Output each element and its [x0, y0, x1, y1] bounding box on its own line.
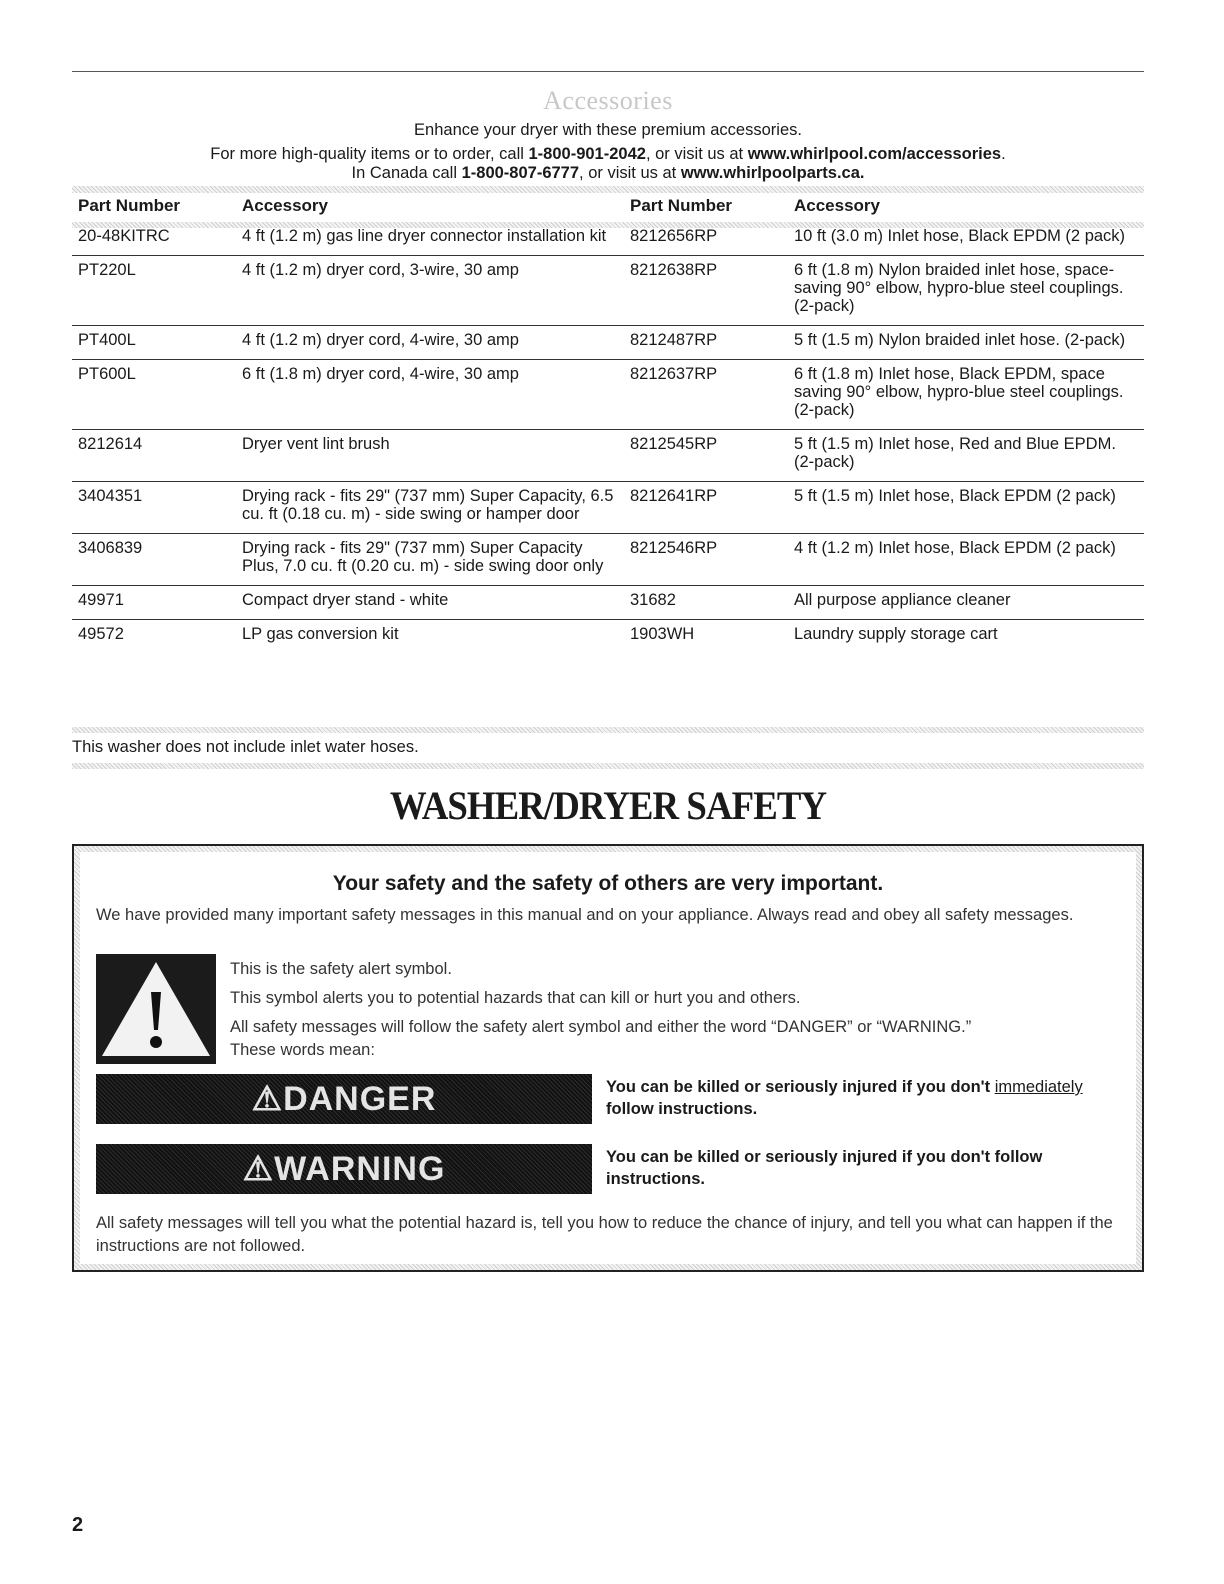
safety-section-title: WASHER/DRYER SAFETY — [389, 783, 827, 828]
accessory-cell: Drying rack - fits 29" (737 mm) Super Capacity Plus, 7.0 cu. ft (0.20 cu. m) - side swing door only — [242, 539, 604, 575]
accessory-cell: 4 ft (1.2 m) Inlet hose, Black EPDM (2 pack) — [794, 539, 1116, 557]
order-text-mid: , or visit us at — [645, 145, 748, 163]
top-rule — [72, 71, 1144, 72]
part-number-cell: 8212637RP — [630, 365, 718, 383]
safety-info-box — [72, 844, 1144, 1272]
accessories-table — [72, 194, 1144, 653]
part-number-cell: PT600L — [78, 365, 136, 383]
us-website: www.whirlpool.com/accessories — [747, 145, 1002, 163]
part-number-cell: 8212641RP — [630, 487, 718, 505]
accessory-cell: Dryer vent lint brush — [242, 435, 390, 453]
table-row — [72, 620, 1144, 654]
part-number-cell: 31682 — [630, 591, 676, 609]
table-row — [72, 326, 1144, 360]
part-number-cell: 8212546RP — [630, 539, 718, 557]
canada-text-mid: , or visit us at — [579, 164, 681, 182]
accessory-cell: 5 ft (1.5 m) Inlet hose, Red and Blue EPDM. (2-pack) — [794, 435, 1116, 471]
accessory-cell: 6 ft (1.8 m) Inlet hose, Black EPDM, space saving 90° elbow, hypro-blue steel couplings. (2-pack) — [794, 365, 1124, 419]
table-row — [72, 430, 1144, 482]
part-number-cell: 8212638RP — [630, 261, 718, 279]
accessory-cell: 4 ft (1.2 m) gas line dryer connector installation kit — [242, 227, 607, 245]
accessory-cell: LP gas conversion kit — [242, 625, 399, 643]
danger-description — [606, 1076, 1126, 1120]
part-number-cell: 8212614 — [78, 435, 143, 453]
safety-box-inner — [80, 852, 1136, 1264]
danger-desc-end: follow instructions. — [606, 1100, 758, 1118]
table-header-row — [72, 194, 1144, 222]
table-top-band — [72, 186, 1144, 193]
accessories-title: Accessories — [543, 86, 673, 115]
part-number-cell: 8212545RP — [630, 435, 718, 453]
part-number-cell: 8212656RP — [630, 227, 718, 245]
accessory-cell: 6 ft (1.8 m) Nylon braided inlet hose, space-saving 90° elbow, hypro-blue steel couplings. (2-pack) — [794, 261, 1124, 315]
table-row — [72, 360, 1144, 430]
safety-footer: All safety messages will tell you what the potential hazard is, tell you how to reduce the chance of injury, and tell you what can happen if the instructions are not followed. — [96, 1214, 1113, 1255]
warning-signal-banner — [96, 1144, 592, 1194]
warning-word: WARNING — [274, 1150, 446, 1188]
danger-desc-emphasis: immediately — [994, 1078, 1083, 1096]
part-number-cell: 20-48KITRC — [78, 227, 170, 245]
accessory-cell: Laundry supply storage cart — [794, 625, 998, 643]
warning-label — [96, 1144, 592, 1194]
table-row — [72, 256, 1144, 326]
accessories-intro: Enhance your dryer with these premium accessories. — [414, 121, 802, 139]
safety-intro: We have provided many important safety messages in this manual and on your appliance. Always read and obey all safety messages. — [96, 906, 1074, 924]
danger-desc-text: You can be killed or seriously injured if you don't — [606, 1078, 995, 1096]
table-row — [72, 482, 1144, 534]
canada-text: In Canada call — [351, 164, 462, 182]
col-header-part-number-2: Part Number — [630, 196, 733, 215]
accessory-cell: 5 ft (1.5 m) Inlet hose, Black EPDM (2 pack) — [794, 487, 1116, 505]
alert-symbol-line-1: This is the safety alert symbol. — [230, 960, 452, 978]
part-number-cell: 49971 — [78, 591, 124, 609]
accessory-cell: 4 ft (1.2 m) dryer cord, 3-wire, 30 amp — [242, 261, 519, 279]
part-number-cell: 1903WH — [630, 625, 695, 643]
canada-phone: 1-800-807-6777 — [461, 164, 580, 182]
accessory-cell: 10 ft (3.0 m) Inlet hose, Black EPDM (2 pack) — [794, 227, 1126, 245]
accessory-cell: Compact dryer stand - white — [242, 591, 449, 609]
accessory-cell: 5 ft (1.5 m) Nylon braided inlet hose. (2-pack) — [794, 331, 1126, 349]
part-number-cell: 49572 — [78, 625, 124, 643]
part-number-cell: 8212487RP — [630, 331, 718, 349]
safety-alert-icon — [96, 954, 216, 1064]
hoses-note: This washer does not include inlet water hoses. — [72, 738, 419, 756]
warning-triangle-icon: ⚠ — [242, 1150, 275, 1188]
danger-label — [96, 1074, 592, 1124]
accessory-cell: 6 ft (1.8 m) dryer cord, 4-wire, 30 amp — [242, 365, 519, 383]
accessory-cell: Drying rack - fits 29" (737 mm) Super Capacity, 6.5 cu. ft (0.18 cu. m) - side swing or hamper door — [242, 487, 614, 523]
col-header-accessory-2: Accessory — [794, 196, 881, 215]
part-number-cell: PT220L — [78, 261, 136, 279]
warning-description: You can be killed or seriously injured if you don't follow instructions. — [606, 1148, 1043, 1188]
part-number-cell: 3404351 — [78, 487, 143, 505]
danger-word: DANGER — [283, 1080, 437, 1118]
alert-symbol-line-4: These words mean: — [230, 1041, 375, 1059]
table-row — [72, 586, 1144, 620]
canada-website: www.whirlpoolparts.ca. — [680, 164, 865, 182]
alert-symbol-line-2: This symbol alerts you to potential hazards that can kill or hurt you and others. — [230, 989, 801, 1007]
part-number-cell: PT400L — [78, 331, 136, 349]
accessories-order-line — [72, 144, 1144, 165]
section-divider-band — [72, 763, 1144, 769]
accessory-cell: All purpose appliance cleaner — [794, 591, 1011, 609]
page-number: 2 — [72, 1514, 84, 1536]
alert-symbol-line-3: All safety messages will follow the safety alert symbol and either the word “DANGER” or “WARNING.” — [230, 1018, 972, 1036]
safety-heading: Your safety and the safety of others are very important. — [332, 872, 884, 895]
danger-signal-banner — [96, 1074, 592, 1124]
table-row — [72, 222, 1144, 256]
us-phone: 1-800-901-2042 — [528, 145, 646, 163]
col-header-part-number: Part Number — [78, 196, 181, 215]
warning-triangle-icon: ⚠ — [251, 1080, 284, 1118]
order-text: For more high-quality items or to order, call — [210, 145, 529, 163]
part-number-cell: 3406839 — [78, 539, 143, 557]
table-bottom-band — [72, 727, 1144, 733]
col-header-accessory: Accessory — [242, 196, 329, 215]
table-row — [72, 534, 1144, 586]
accessory-cell: 4 ft (1.2 m) dryer cord, 4-wire, 30 amp — [242, 331, 519, 349]
accessories-canada-line — [72, 163, 1144, 184]
order-text-end: . — [1001, 145, 1006, 163]
